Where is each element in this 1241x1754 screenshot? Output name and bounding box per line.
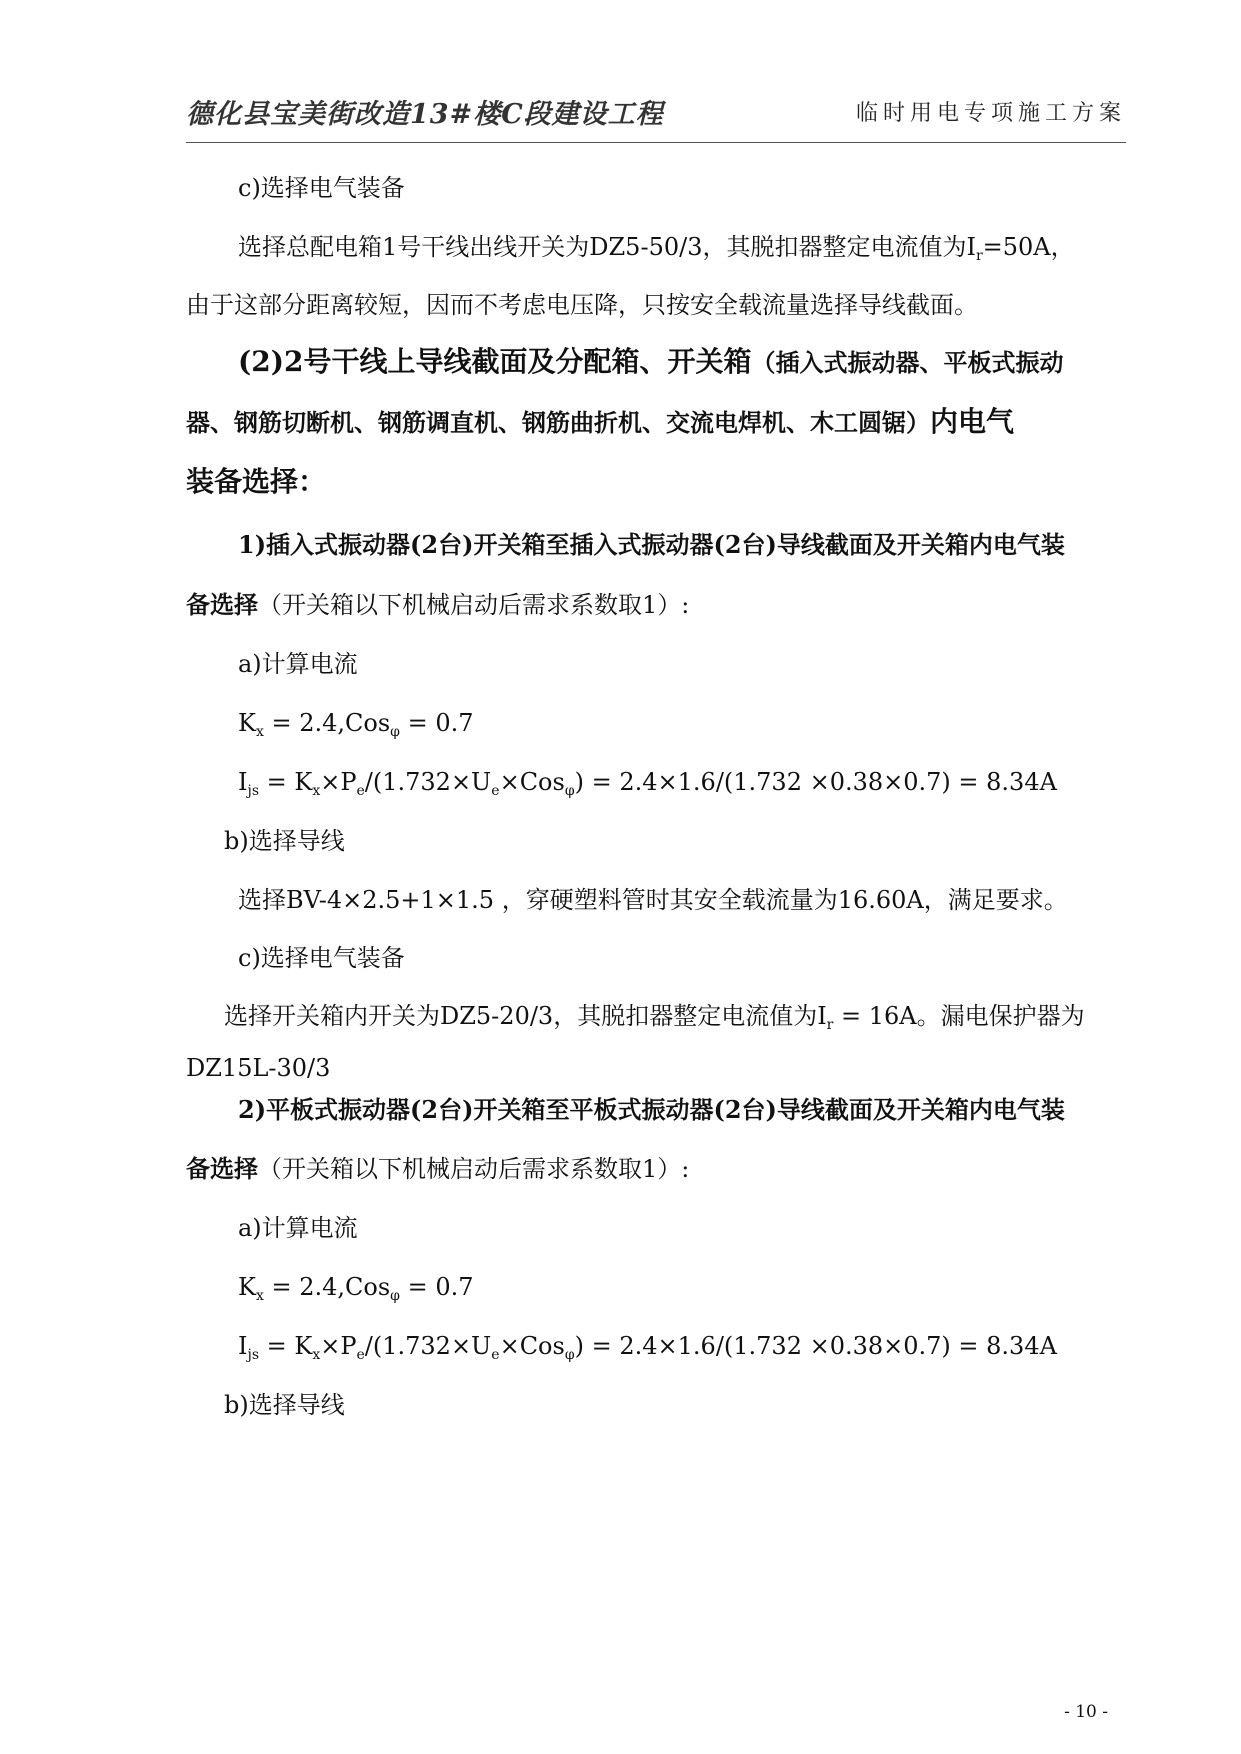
section-heading-2-line1: (2)2号干线上导线截面及分配箱、开关箱（插入式振动器、平板式振动 [238, 345, 1064, 378]
document-title: 临时用电专项施工方案 [855, 101, 1126, 126]
page-number: - 10 - [1064, 1702, 1108, 1722]
subsection-1-title: 1)插入式振动器(2台)开关箱至插入式振动器(2台)导线截面及开关箱内电气装 [238, 530, 1065, 559]
select-equipment-label-1: c)选择电气装备 [238, 944, 405, 972]
paragraph-no-voltage-drop: 由于这部分距离较短，因而不考虑电压降，只按安全载流量选择导线截面。 [186, 291, 978, 319]
select-wire-label-1: b)选择导线 [224, 827, 345, 855]
paragraph-c-select-equipment: c)选择电气装备 [238, 174, 405, 202]
wire-selection-1: 选择BV-4×2.5+1×1.5 ，穿硬塑料管时其安全载流量为16.60A，满足要求。 [238, 886, 1068, 914]
subsection-2-title: 2)平板式振动器(2台)开关箱至平板式振动器(2台)导线截面及开关箱内电气装 [238, 1095, 1065, 1124]
header-divider [186, 142, 1126, 143]
subsection-1-title-cont: 备选择（开关箱以下机械启动后需求系数取1）: [186, 590, 690, 619]
project-title: 德化县宝美街改造13#楼C段建设工程 [186, 99, 664, 130]
leakage-protector-model: DZ15L-30/3 [186, 1054, 331, 1082]
ijs-formula-1: $I_{js} = K_x\times P_e/(1.732\times U_e\times Cos_\varphi) = 2.4\times 1.6/(1.732 \times 0.38\times 0.7) = 8.34A$ [238, 768, 1057, 799]
page-header [186, 92, 1126, 132]
calc-current-label-1: a)计算电流 [238, 650, 358, 678]
subsection-2-title-cont: 备选择（开关箱以下机械启动后需求系数取1）: [186, 1154, 690, 1183]
ijs-formula-2: $I_{js} = K_x\times P_e/(1.732\times U_e\times Cos_\varphi) = 2.4\times 1.6/(1.732 \times 0.38\times 0.7) = 8.34A$ [238, 1332, 1057, 1363]
calc-current-label-2: a)计算电流 [238, 1214, 358, 1242]
section-heading-2-line3: 装备选择： [186, 465, 327, 498]
kx-formula-2: $K_x = 2.4,Cos_\varphi = 0.7$ [238, 1273, 474, 1304]
kx-formula-1: $K_x = 2.4,Cos_\varphi = 0.7$ [238, 709, 474, 740]
select-wire-label-2: b)选择导线 [224, 1391, 345, 1419]
section-heading-2-line2: 器、钢筋切断机、钢筋调直机、钢筋曲折机、交流电焊机、木工圆锯）内电气 [186, 405, 1015, 438]
paragraph-main-switch: 选择总配电箱1号干线出线开关为DZ5-50/3，其脱扣器整定电流值为$I_r=50A$， [238, 233, 1075, 264]
switch-selection-1: 选择开关箱内开关为DZ5-20/3，其脱扣器整定电流值为$I_r = 16A$。漏电保护器为 [224, 1002, 1085, 1033]
